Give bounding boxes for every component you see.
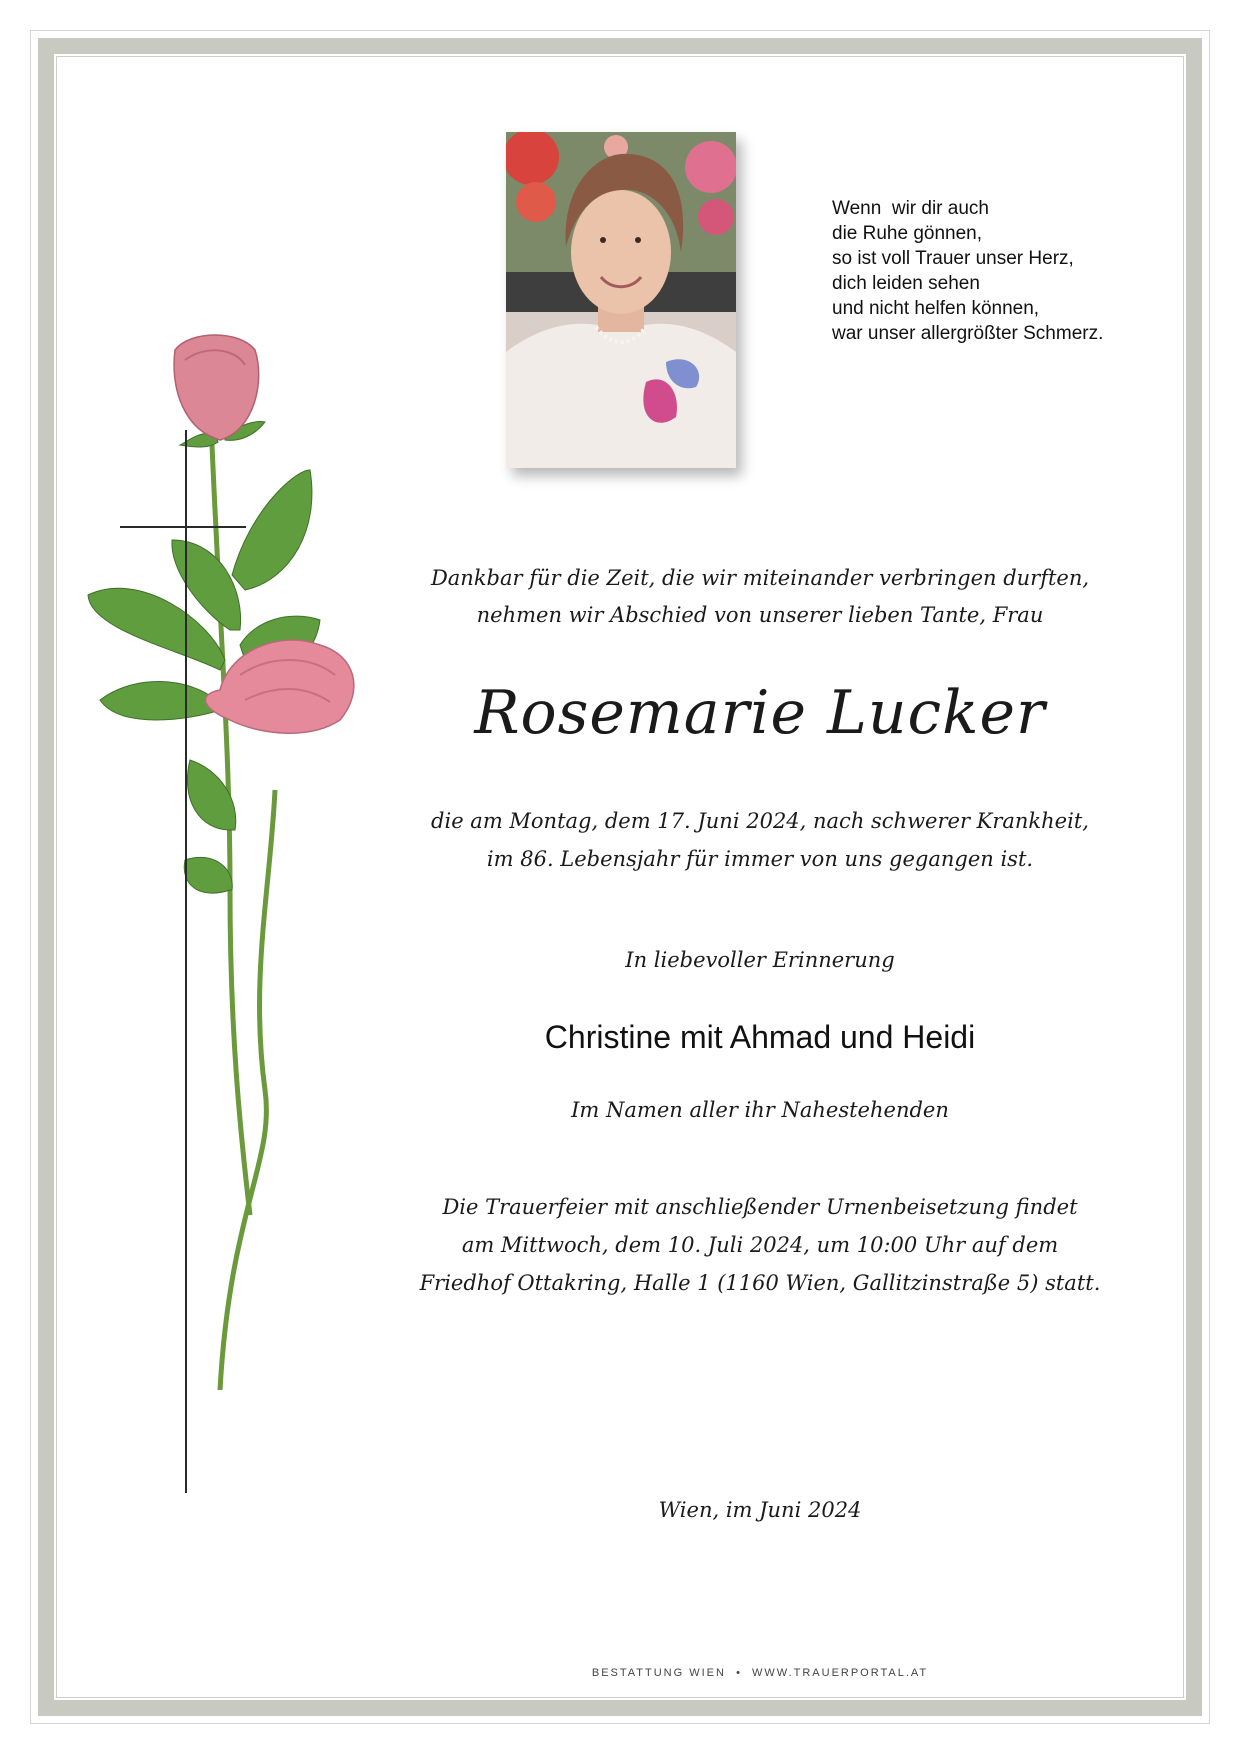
place-date: Wien, im Juni 2024 <box>658 1498 862 1522</box>
footer-text: BESTATTUNG WIEN • WWW.TRAUERPORTAL.AT <box>591 1667 929 1679</box>
footer-credit <box>380 1667 1140 1679</box>
portrait-photo <box>506 132 736 468</box>
memory-line: In liebevoller Erinnerung <box>625 948 895 972</box>
poem-line: die Ruhe gönnen, <box>832 223 983 244</box>
poem-line: dich leiden sehen <box>832 273 980 294</box>
death-notice-line: im 86. Lebensjahr für immer von uns gegangen ist. <box>486 847 1034 871</box>
mourners-names: Christine mit Ahmad und Heidi <box>544 1019 976 1055</box>
on-behalf-line: Im Namen aller ihr Nahestehenden <box>571 1098 949 1122</box>
intro-line: nehmen wir Abschied von unserer lieben Tante, Frau <box>476 603 1044 627</box>
poem-line: Wenn wir dir auch <box>832 198 989 219</box>
deceased-name: Rosemarie Lucker <box>474 678 1046 748</box>
intro-line: Dankbar für die Zeit, die wir miteinander verbringen durften, <box>430 566 1090 590</box>
poem-line: so ist voll Trauer unser Herz, <box>832 248 1074 269</box>
intro-text <box>380 560 1140 634</box>
death-notice-line: die am Montag, dem 17. Juni 2024, nach schwerer Krankheit, <box>431 809 1089 833</box>
cross-vertical-line <box>185 430 187 1493</box>
ceremony-info <box>380 1188 1140 1302</box>
ceremony-line: am Mittwoch, dem 10. Juli 2024, um 10:00 Uhr auf dem <box>461 1233 1059 1257</box>
ceremony-line: Friedhof Ottakring, Halle 1 (1160 Wien, Gallitzinstraße 5) statt. <box>419 1271 1101 1295</box>
poem-line: und nicht helfen können, <box>832 298 1040 319</box>
poem-line: war unser allergrößter Schmerz. <box>832 323 1104 344</box>
rose-illustration <box>80 330 370 1410</box>
cross-horizontal-line <box>120 526 246 528</box>
poem <box>832 196 1162 346</box>
death-notice <box>380 802 1140 878</box>
ceremony-line: Die Trauerfeier mit anschließender Urnenbeisetzung findet <box>442 1195 1078 1219</box>
